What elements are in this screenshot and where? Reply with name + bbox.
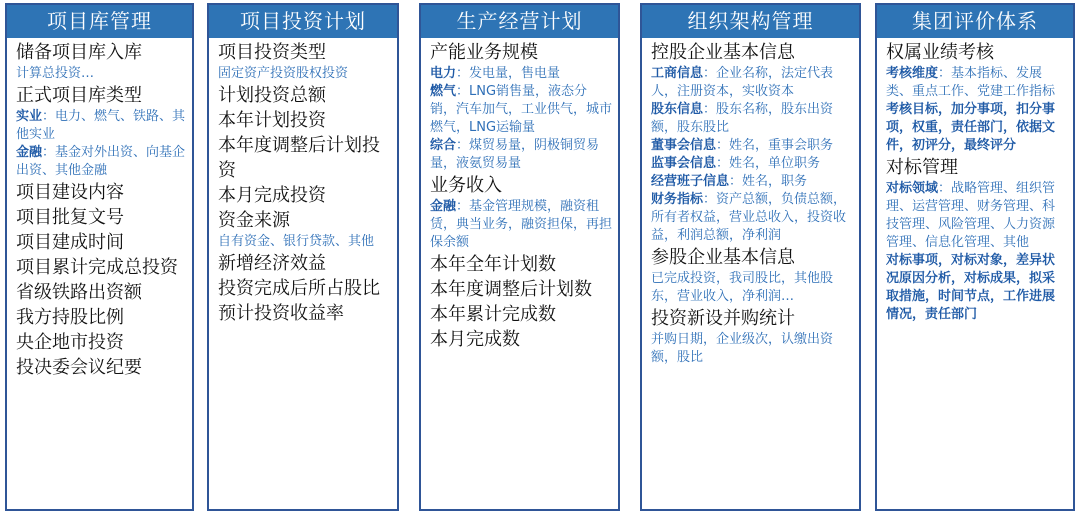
item-heading: 参股企业基本信息 xyxy=(651,247,795,268)
item-heading: 产能业务规模 xyxy=(430,42,538,63)
item-heading: 本年累计完成数 xyxy=(430,304,556,325)
item-detail-key: 燃气 xyxy=(430,84,457,99)
item-heading: 预计投资收益率 xyxy=(218,303,344,324)
item-detail xyxy=(16,65,186,83)
item-detail xyxy=(651,101,853,137)
item-detail-text: ：煤贸易量，阴极铜贸易量，液氨贸易量 xyxy=(430,138,600,171)
column-project-library xyxy=(5,3,194,511)
item-heading: 投资新设并购统计 xyxy=(651,308,795,329)
item-detail-key: 工商信息 xyxy=(651,66,704,81)
item-detail-key: 经营班子信息 xyxy=(651,174,730,189)
item-detail xyxy=(430,83,612,137)
item-heading: 项目投资类型 xyxy=(218,42,326,63)
item-heading: 储备项目库入库 xyxy=(16,42,142,63)
item-detail-bold: 对标事项，对标对象，差异状况原因分析，对标成果，拟采取措施，时间节点，工作进展情况，责任部门 xyxy=(886,253,1056,322)
item-detail xyxy=(886,65,1067,101)
item-detail-key: 实业 xyxy=(16,109,43,124)
item-detail xyxy=(651,155,853,173)
item-detail-bold: 考核目标，加分事项，扣分事项，权重，责任部门，依据文件，初评分，最终评分 xyxy=(886,102,1056,153)
item-detail-text: ：发电量，售电量 xyxy=(456,66,561,81)
item-detail-text: ：基本指标、发展类、重点工作、党建工作指标 xyxy=(886,66,1056,99)
item-detail xyxy=(218,233,391,251)
item-heading: 投决委会议纪要 xyxy=(16,357,142,378)
item-detail-text: ：战略管理、组织管理、运营管理、财务管理、科技管理、风险管理、人力资源管理、信息化管理、其他 xyxy=(886,181,1056,250)
column-title: 集团评价体系 xyxy=(877,5,1073,38)
item-heading: 本年度调整后计划投资 xyxy=(218,135,380,181)
item-detail-text: ：股东名称，股东出资额，股东股比 xyxy=(651,102,834,135)
item-heading: 投资完成后所占股比 xyxy=(218,278,380,299)
item-heading: 央企地市投资 xyxy=(16,332,124,353)
item-detail xyxy=(651,173,853,191)
item-heading: 我方持股比例 xyxy=(16,307,124,328)
item-detail-text: ：基金管理规模，融资租赁，典当业务，融资担保，再担保余额 xyxy=(430,199,613,250)
item-detail-text: ：电力、燃气、铁路、其他实业 xyxy=(16,109,186,142)
column-body xyxy=(877,38,1073,324)
item-detail-key: 董事会信息 xyxy=(651,138,717,153)
item-detail-key: 综合 xyxy=(430,138,457,153)
item-detail xyxy=(430,198,612,252)
column-body xyxy=(7,38,192,380)
item-heading: 新增经济效益 xyxy=(218,253,326,274)
item-heading: 正式项目库类型 xyxy=(16,85,142,106)
item-detail xyxy=(16,144,186,180)
item-detail-key: 电力 xyxy=(430,66,457,81)
item-detail xyxy=(651,137,853,155)
item-heading: 业务收入 xyxy=(430,175,502,196)
column-body xyxy=(642,38,859,367)
column-group-evaluation xyxy=(875,3,1075,511)
item-detail-text: 已完成投资，我司股比，其他股东，营业收入，净利润… xyxy=(651,271,834,304)
item-detail xyxy=(218,65,391,83)
item-detail xyxy=(651,191,853,245)
item-heading: 本月完成数 xyxy=(430,329,520,350)
item-heading: 项目建设内容 xyxy=(16,182,124,203)
column-body xyxy=(421,38,618,352)
item-detail xyxy=(651,331,853,367)
column-body xyxy=(209,38,397,326)
item-heading: 控股企业基本信息 xyxy=(651,42,795,63)
item-detail-text: ：资产总额，负债总额，所有者权益，营业总收入，投资收益，利润总额，净利润 xyxy=(651,192,847,243)
item-detail-key: 考核维度 xyxy=(886,66,939,81)
item-detail xyxy=(651,270,853,306)
item-heading: 对标管理 xyxy=(886,157,958,178)
column-production-plan xyxy=(419,3,620,511)
item-heading: 项目累计完成总投资 xyxy=(16,257,178,278)
item-detail xyxy=(430,137,612,173)
item-detail-text: ：LNG销售量，液态分销，汽车加气，工业供气，城市燃气，LNG运输量 xyxy=(430,84,613,135)
item-heading: 资金来源 xyxy=(218,210,290,231)
item-heading: 项目批复文号 xyxy=(16,207,124,228)
item-heading: 本年全年计划数 xyxy=(430,254,556,275)
item-detail-text: ：姓名，职务 xyxy=(729,174,808,189)
item-heading: 省级铁路出资额 xyxy=(16,282,142,303)
item-detail xyxy=(651,65,853,101)
item-heading: 项目建成时间 xyxy=(16,232,124,253)
item-detail xyxy=(430,65,612,83)
item-detail-key: 财务指标 xyxy=(651,192,704,207)
item-detail-text: ：姓名，重事会职务 xyxy=(716,138,834,153)
item-detail xyxy=(886,180,1067,252)
item-detail-text: ：基金对外出资、向基企出资、其他金融 xyxy=(16,145,186,178)
item-heading: 本月完成投资 xyxy=(218,185,326,206)
item-detail-text: 固定资产投资股权投资 xyxy=(218,66,349,81)
column-title: 项目投资计划 xyxy=(209,5,397,38)
column-organization xyxy=(640,3,861,511)
item-detail-text: 计算总投资… xyxy=(16,66,95,81)
column-title: 组织架构管理 xyxy=(642,5,859,38)
item-heading: 权属业绩考核 xyxy=(886,42,994,63)
item-detail-key: 金融 xyxy=(430,199,457,214)
item-detail xyxy=(16,108,186,144)
item-detail-text: ：企业名称，法定代表人，注册资本，实收资本 xyxy=(651,66,834,99)
item-heading: 本年度调整后计划数 xyxy=(430,279,592,300)
item-detail-key: 对标领域 xyxy=(886,181,939,196)
item-detail-text: 并购日期，企业级次，认缴出资额，股比 xyxy=(651,332,834,365)
item-detail-key: 金融 xyxy=(16,145,43,160)
item-heading: 本年计划投资 xyxy=(218,110,326,131)
item-detail-text: 自有资金、银行贷款、其他 xyxy=(218,234,375,249)
column-title: 项目库管理 xyxy=(7,5,192,38)
item-detail-key: 监事会信息 xyxy=(651,156,717,171)
item-detail-text: ：姓名，单位职务 xyxy=(716,156,821,171)
column-title: 生产经营计划 xyxy=(421,5,618,38)
item-detail-key: 股东信息 xyxy=(651,102,704,117)
item-heading: 计划投资总额 xyxy=(218,85,326,106)
column-investment-plan xyxy=(207,3,399,511)
